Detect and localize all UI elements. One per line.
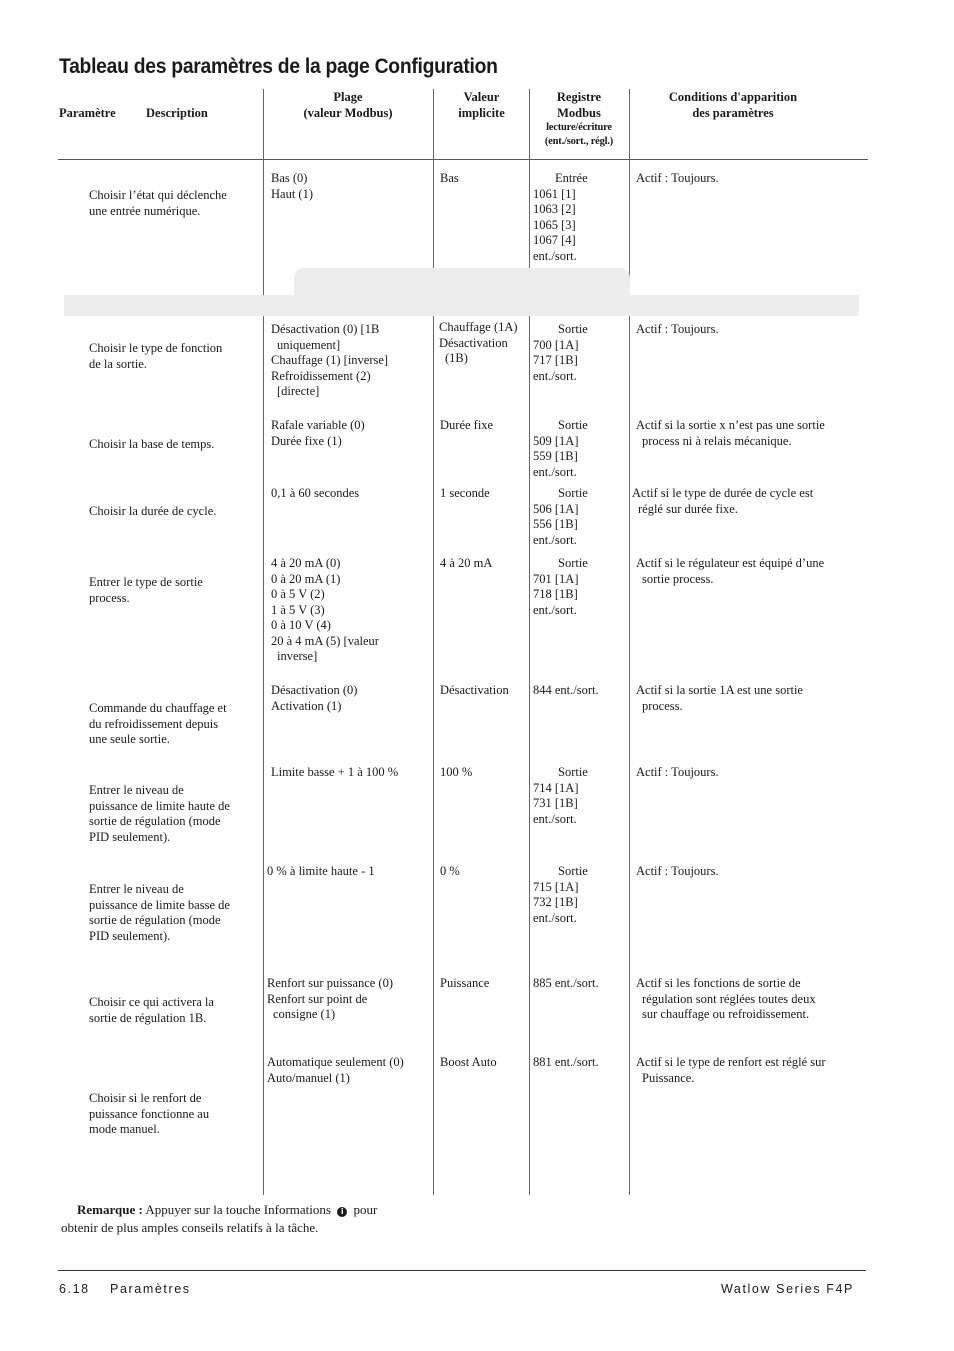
cell-line: sur chauffage ou refroidissement.: [642, 1007, 810, 1021]
page-title: Tableau des paramètres de la page Configuration: [59, 55, 498, 78]
cell-line: 20 à 4 mA (5) [valeur: [271, 633, 379, 648]
note-label: Remarque :: [77, 1202, 143, 1217]
row-conditions: [636, 683, 803, 714]
row-description: [89, 575, 203, 606]
cell-line: Auto/manuel (1): [267, 1070, 350, 1085]
header-plage-line2: (valeur Modbus): [303, 106, 393, 120]
cell-line: Choisir l’état qui déclenche: [89, 188, 227, 202]
row-registre: [533, 486, 588, 548]
row-conditions: [636, 765, 719, 781]
cell-line: Actif : Toujours.: [636, 171, 719, 185]
cell-line: une seule sortie.: [89, 732, 170, 746]
row-plage: [267, 1055, 404, 1086]
row-conditions: [636, 322, 719, 338]
row-plage: [271, 418, 365, 449]
cell-line: Actif si la sortie x n’est pas une sortie: [636, 418, 825, 432]
cell-line: 885 ent./sort.: [533, 976, 599, 990]
row-defaut: [440, 1055, 497, 1071]
cell-line: Limite basse + 1 à 100 %: [271, 765, 399, 779]
row-defaut: [440, 864, 460, 880]
cell-line: inverse]: [277, 649, 318, 663]
cell-line: sortie de régulation (mode: [89, 814, 221, 828]
row-description: [89, 882, 230, 944]
row-description: [89, 437, 214, 453]
cell-line: 0 à 10 V (4): [271, 618, 331, 632]
cell-line: Renfort sur point de: [267, 991, 368, 1006]
note-text: Appuyer sur la touche Informations: [145, 1202, 331, 1217]
row-conditions: [636, 418, 825, 449]
row-conditions: [636, 171, 719, 187]
row-description: [89, 783, 230, 845]
cell-line: Refroidissement (2): [271, 368, 371, 383]
note-text-after: pour: [353, 1202, 378, 1217]
cell-line: Sortie: [558, 765, 588, 779]
cell-line: Entrer le niveau de: [89, 783, 184, 797]
cell-line: une entrée numérique.: [89, 203, 201, 218]
cell-line: uniquement]: [277, 337, 341, 352]
cell-line: PID seulement).: [89, 928, 171, 943]
cell-line: 0,1 à 60 secondes: [271, 486, 360, 500]
cell-line: 844 ent./sort.: [533, 683, 599, 697]
row-plage: [267, 976, 393, 1023]
row-registre: [533, 765, 588, 827]
cell-line: ent./sort.: [533, 811, 577, 826]
cell-line: Choisir si le renfort de: [89, 1091, 202, 1105]
cell-line: Rafale variable (0): [271, 418, 365, 432]
header-valeur: [434, 89, 529, 121]
cell-line: Haut (1): [271, 186, 313, 201]
cell-line: 715 [1A]: [533, 879, 579, 894]
note: [61, 1201, 377, 1237]
cell-line: process ni à relais mécanique.: [642, 433, 792, 448]
cell-line: de la sortie.: [89, 356, 147, 371]
info-icon: i: [337, 1207, 347, 1217]
row-registre: [533, 976, 599, 992]
row-plage: [267, 864, 375, 880]
cell-line: Entrer le niveau de: [89, 882, 184, 896]
cell-line: 0 %: [440, 864, 460, 878]
cell-line: Commande du chauffage et: [89, 701, 227, 715]
cell-line: Bas: [440, 171, 459, 185]
cell-line: Désactivation: [439, 335, 508, 350]
cell-line: Bas (0): [271, 171, 308, 185]
header-description: Description: [146, 106, 208, 120]
row-plage: [271, 683, 357, 714]
cell-line: Désactivation (0): [271, 683, 358, 697]
cell-line: ent./sort.: [533, 248, 577, 263]
column-rule: [529, 89, 530, 1195]
row-plage: [271, 322, 388, 400]
cell-line: puissance de limite haute de: [89, 798, 230, 813]
cell-line: Actif : Toujours.: [636, 322, 719, 336]
row-registre: [533, 1055, 599, 1071]
cell-line: 732 [1B]: [533, 895, 578, 909]
cell-line: 506 [1A]: [533, 501, 579, 516]
header-registre: [530, 89, 628, 149]
cell-line: ent./sort.: [533, 602, 577, 617]
section-tab: [294, 268, 630, 295]
cell-line: Boost Auto: [440, 1055, 497, 1069]
cell-line: 714 [1A]: [533, 780, 579, 795]
cell-line: Puissance: [440, 976, 490, 990]
cell-line: Chauffage (1) [inverse]: [271, 353, 389, 367]
cell-line: process.: [642, 698, 683, 713]
header-registre-line2: Modbus: [557, 106, 601, 120]
cell-line: Actif si le régulateur est équipé d’une: [636, 556, 825, 570]
header-registre-sub1: lecture/écriture: [546, 122, 612, 133]
header-divider: [58, 159, 868, 160]
cell-line: Sortie: [558, 418, 588, 432]
cell-line: Actif si la sortie 1A est une sortie: [636, 683, 803, 697]
cell-line: 1065 [3]: [533, 217, 576, 232]
cell-line: 556 [1B]: [533, 517, 578, 531]
row-conditions: [636, 976, 816, 1023]
cell-line: 4 à 20 mA (0): [271, 556, 341, 570]
row-conditions: [632, 486, 813, 517]
cell-line: 700 [1A]: [533, 337, 579, 352]
cell-line: Activation (1): [271, 698, 342, 713]
row-registre: [533, 683, 599, 699]
row-description: [89, 701, 227, 748]
cell-line: du refroidissement depuis: [89, 716, 219, 731]
cell-line: régulation sont réglées toutes deux: [642, 991, 816, 1006]
row-registre: [533, 322, 588, 384]
cell-line: 881 ent./sort.: [533, 1055, 599, 1069]
cell-line: sortie process.: [642, 571, 714, 586]
row-defaut: [440, 171, 459, 187]
row-conditions: [636, 556, 824, 587]
row-defaut: [440, 418, 493, 434]
row-registre: [533, 418, 588, 480]
row-defaut: [440, 976, 489, 992]
cell-line: 1 à 5 V (3): [271, 602, 325, 617]
cell-line: sortie de régulation (mode: [89, 913, 221, 927]
cell-line: Sortie: [558, 486, 588, 500]
cell-line: Actif si les fonctions de sortie de: [636, 976, 801, 990]
row-registre: [533, 864, 588, 926]
cell-line: Choisir la base de temps.: [89, 437, 215, 451]
column-rule: [629, 89, 630, 1195]
header-plage: [264, 89, 432, 121]
footer-left: 6.18 Paramètres: [59, 1282, 191, 1296]
row-description: [89, 188, 227, 219]
cell-line: 731 [1B]: [533, 796, 578, 810]
cell-line: 1063 [2]: [533, 202, 576, 216]
cell-line: PID seulement).: [89, 829, 171, 844]
row-conditions: [636, 1055, 826, 1086]
cell-line: Entrer le type de sortie: [89, 575, 203, 589]
header-conditions-line2: des paramètres: [692, 106, 774, 120]
cell-line: Sortie: [558, 322, 588, 336]
cell-line: [directe]: [277, 384, 320, 398]
header-parametre: Paramètre: [59, 106, 116, 120]
row-description: [89, 1091, 209, 1138]
cell-line: Désactivation: [440, 683, 509, 697]
header-valeur-line2: implicite: [458, 106, 505, 120]
cell-line: réglé sur durée fixe.: [638, 501, 738, 516]
row-plage: [271, 556, 379, 665]
cell-line: ent./sort.: [533, 368, 577, 383]
header-registre-sub2: (ent./sort., régl.): [544, 136, 614, 147]
row-registre: [533, 556, 588, 618]
cell-line: Actif : Toujours.: [636, 765, 719, 779]
column-rule: [263, 89, 264, 1195]
cell-line: process.: [89, 590, 130, 605]
row-plage: [271, 765, 398, 781]
column-rule: [433, 89, 434, 1195]
cell-line: Sortie: [558, 556, 588, 570]
row-description: [89, 504, 216, 520]
cell-line: 717 [1B]: [533, 353, 578, 367]
row-description: [89, 995, 214, 1026]
cell-line: Choisir ce qui activera la: [89, 995, 214, 1009]
header-valeur-line1: Valeur: [463, 90, 500, 104]
cell-line: Durée fixe (1): [271, 433, 342, 448]
footer-right: Watlow Series F4P: [720, 1282, 854, 1296]
row-defaut: [439, 320, 518, 367]
cell-line: puissance fonctionne au: [89, 1106, 210, 1121]
header-conditions: [632, 89, 834, 121]
row-conditions: [636, 864, 719, 880]
row-defaut: [440, 486, 490, 502]
note-line2: obtenir de plus amples conseils relatifs à la tâche.: [61, 1220, 319, 1235]
cell-line: Sortie: [558, 864, 588, 878]
cell-line: Désactivation (0) [1B: [271, 322, 380, 336]
cell-line: 701 [1A]: [533, 571, 579, 586]
cell-line: 509 [1A]: [533, 433, 579, 448]
cell-line: puissance de limite basse de: [89, 897, 230, 912]
footer-rule: [58, 1270, 866, 1271]
header-conditions-line1: Conditions d'apparition: [668, 90, 798, 104]
cell-line: 4 à 20 mA: [440, 556, 493, 570]
cell-line: (1B): [445, 351, 468, 365]
section-separator: [64, 295, 859, 316]
cell-line: 100 %: [440, 765, 473, 779]
cell-line: 1061 [1]: [533, 186, 576, 201]
cell-line: ent./sort.: [533, 532, 577, 547]
cell-line: 0 à 5 V (2): [271, 587, 325, 601]
row-defaut: [440, 556, 492, 572]
row-defaut: [440, 683, 509, 699]
cell-line: Choisir la durée de cycle.: [89, 504, 217, 518]
cell-line: Durée fixe: [440, 418, 494, 432]
cell-line: Actif si le type de renfort est réglé sur: [636, 1055, 826, 1069]
row-description: [89, 341, 222, 372]
cell-line: Automatique seulement (0): [267, 1055, 404, 1069]
cell-line: Chauffage (1A): [439, 320, 518, 334]
cell-line: Puissance.: [642, 1070, 695, 1085]
cell-line: ent./sort.: [533, 910, 577, 925]
cell-line: 0 % à limite haute - 1: [267, 864, 375, 878]
cell-line: Actif : Toujours.: [636, 864, 719, 878]
row-plage: [271, 171, 313, 202]
cell-line: 718 [1B]: [533, 587, 578, 601]
cell-line: 1 seconde: [440, 486, 490, 500]
cell-line: mode manuel.: [89, 1122, 160, 1136]
row-registre: [533, 171, 588, 264]
cell-line: Entrée: [555, 171, 588, 185]
header-plage-line1: Plage: [333, 90, 363, 104]
row-defaut: [440, 765, 472, 781]
cell-line: Actif si le type de durée de cycle est: [632, 486, 814, 500]
header-registre-line1: Registre: [556, 90, 602, 104]
cell-line: Choisir le type de fonction: [89, 341, 223, 355]
cell-line: 1067 [4]: [533, 233, 576, 247]
cell-line: sortie de régulation 1B.: [89, 1010, 207, 1025]
cell-line: ent./sort.: [533, 464, 577, 479]
cell-line: Renfort sur puissance (0): [267, 976, 394, 990]
cell-line: consigne (1): [273, 1007, 336, 1021]
cell-line: 0 à 20 mA (1): [271, 571, 341, 586]
row-plage: [271, 486, 359, 502]
cell-line: 559 [1B]: [533, 449, 578, 463]
